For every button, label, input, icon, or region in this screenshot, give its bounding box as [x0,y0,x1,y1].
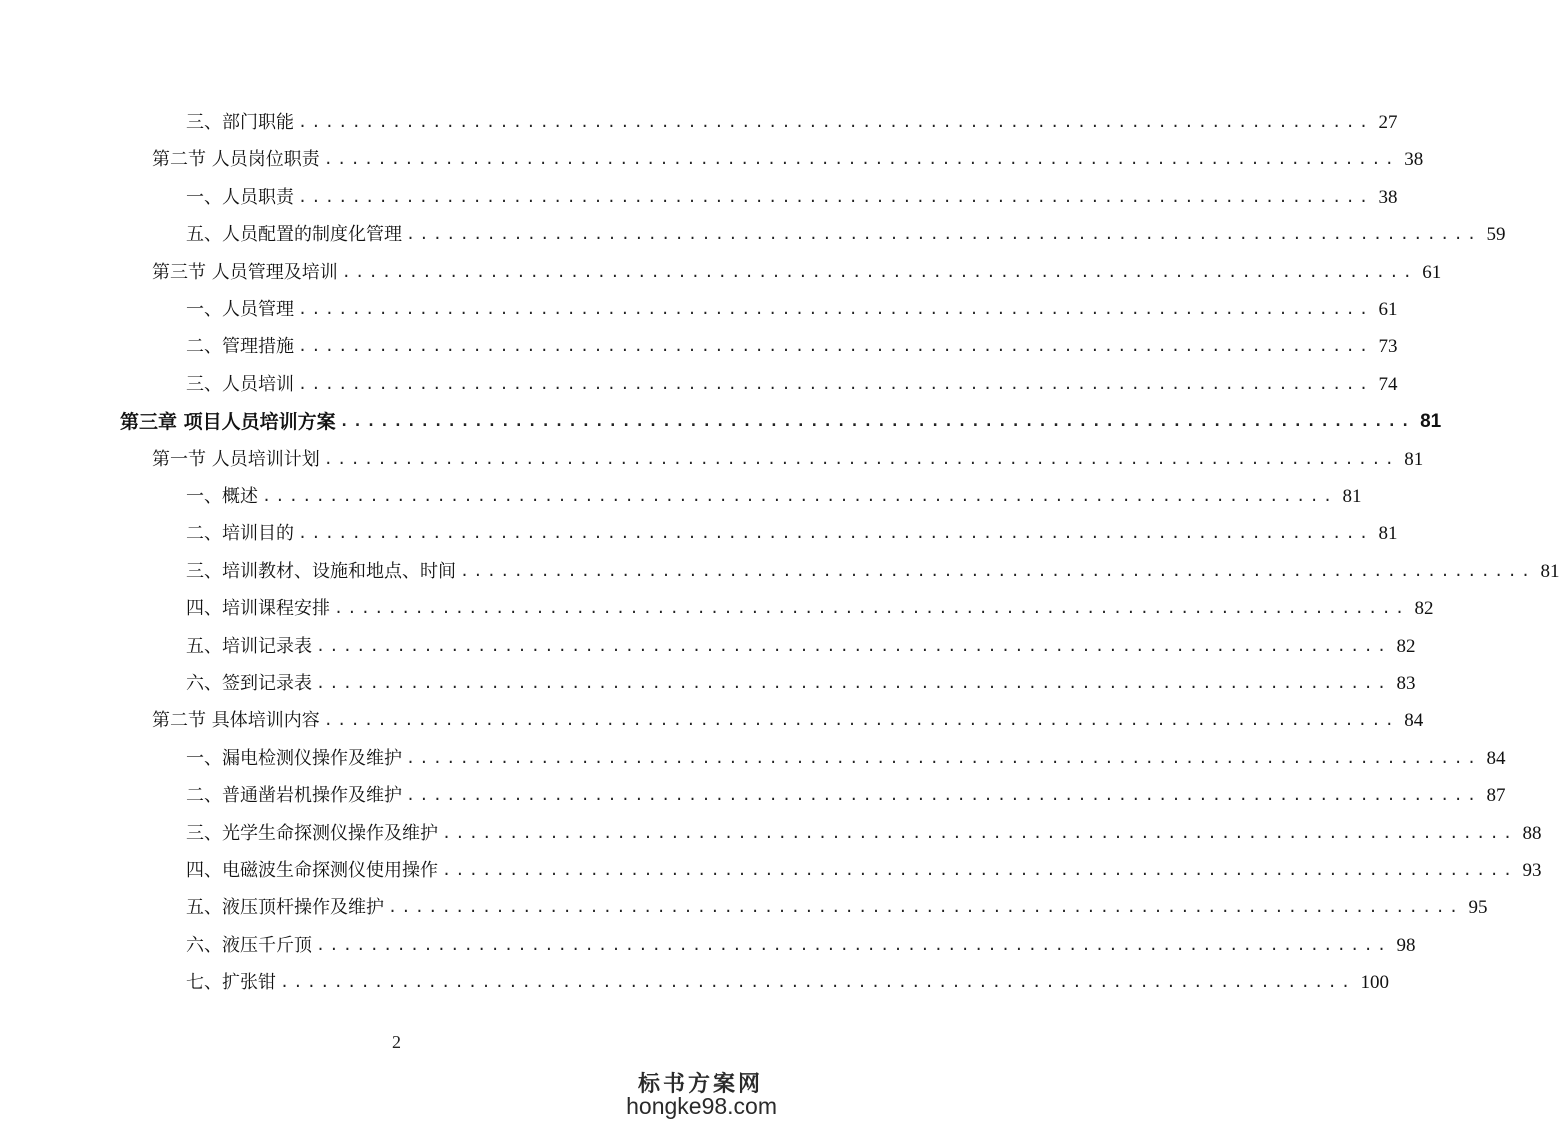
toc-entry-title: 四、培训课程安排 [186,598,330,620]
toc-entry-page: 84 [1404,710,1424,732]
toc-entry-page: 38 [1404,149,1424,171]
toc-entry-page: 82 [1396,635,1416,657]
toc-leader-dots: ................................................................................ [316,674,1391,692]
toc-entry[interactable] [186,740,1506,770]
toc-leader-dots: ................................................................................ [339,412,1415,431]
toc-entry-page: 74 [1378,373,1398,395]
toc-entry-title: 三、培训教材、设施和地点、时间 [186,560,456,582]
toc-entry-title: 七、扩张钳 [186,972,276,994]
toc-leader-dots: ................................................................................ [298,374,1373,393]
toc-entry-page: 82 [1414,598,1434,620]
toc-entry-title: 二、培训目的 [186,523,294,545]
toc-entry-title: 三、部门职能 [186,112,294,133]
toc-entry-page: 73 [1378,336,1398,358]
toc-entry-page: 100 [1360,972,1389,994]
toc-entry-page: 81 [1404,448,1424,470]
toc-leader-dots: ................................................................................ [316,935,1391,954]
toc-entry-page: 95 [1468,897,1488,919]
toc-leader-dots: ................................................................................ [298,113,1373,131]
toc-entry[interactable] [186,590,1434,620]
toc-leader-dots: ................................................................................ [280,973,1355,992]
toc-entry-page: 81 [1342,486,1362,507]
toc-leader-dots: ................................................................................ [442,823,1517,842]
toc-entry-title: 第二节 具体培训内容 [152,710,320,732]
toc-entry-page: 83 [1396,673,1416,694]
toc-entry[interactable] [186,179,1398,209]
toc-entry-page: 84 [1486,747,1506,769]
toc-leader-dots: ................................................................................ [442,861,1517,879]
toc-leader-dots: ................................................................................ [406,748,1481,767]
watermark-site-name: 标书方案网 [637,1071,763,1097]
toc-entry-page: 81 [1540,560,1559,582]
toc-leader-dots: ................................................................................ [298,187,1373,206]
toc-leader-dots: ................................................................................ [406,786,1481,805]
toc-entry[interactable] [120,403,1442,434]
toc-entry-title: 五、培训记录表 [186,635,312,657]
toc-entry[interactable] [186,628,1416,658]
toc-entry-title: 三、人员培训 [186,373,294,395]
toc-entry-page: 87 [1486,785,1506,807]
toc-entry-page: 81 [1378,523,1398,545]
toc-entry[interactable] [186,815,1542,845]
toc-entry[interactable] [186,104,1398,134]
toc-entry-title: 六、液压千斤顶 [186,934,312,956]
toc-entry-title: 一、漏电检测仪操作及维护 [186,747,402,769]
toc-entry[interactable] [186,777,1506,807]
toc-entry[interactable] [186,964,1389,994]
toc-leader-dots: ................................................................................ [316,636,1391,655]
toc-entry-title: 第一节 人员培训计划 [152,448,320,470]
toc-entry[interactable] [186,328,1398,358]
toc-entry-page: 38 [1378,186,1398,208]
toc-entry-title: 五、液压顶杆操作及维护 [186,897,384,919]
toc-leader-dots: ................................................................................ [334,599,1409,618]
toc-entry[interactable] [186,889,1488,919]
toc-entry-title: 一、人员职责 [186,186,294,208]
toc-entry-title: 六、签到记录表 [186,673,312,694]
toc-entry[interactable] [186,665,1416,695]
toc-entry-title: 四、电磁波生命探测仪使用操作 [186,860,438,881]
toc-leader-dots: ................................................................................ [298,337,1373,356]
toc-leader-dots: ................................................................................ [341,262,1417,281]
toc-entry-title: 二、普通凿岩机操作及维护 [186,785,402,807]
toc-entry-title: 第二节 人员岗位职责 [152,149,320,171]
toc-entry[interactable] [186,478,1362,508]
toc-entry[interactable] [152,141,1424,171]
toc-leader-dots: ................................................................................ [388,898,1463,917]
toc-entry[interactable] [186,366,1398,396]
toc-entry-page: 93 [1522,860,1542,881]
toc-entry-title: 三、光学生命探测仪操作及维护 [186,822,438,844]
toc-leader-dots: ................................................................................ [323,150,1399,169]
toc-leader-dots: ................................................................................ [323,449,1399,468]
toc-entry-title: 五、人员配置的制度化管理 [186,224,402,246]
toc-entry[interactable] [186,852,1542,882]
toc-entry-page: 61 [1378,299,1398,320]
toc-entry-page: 27 [1378,112,1398,133]
toc-entry-title: 二、管理措施 [186,336,294,358]
toc-entry[interactable] [186,216,1506,246]
toc-leader-dots: ................................................................................ [460,561,1535,580]
toc-leader-dots: ................................................................................ [406,225,1481,244]
toc-entry-title: 一、概述 [186,486,258,507]
toc-leader-dots: ................................................................................ [298,524,1373,543]
toc-entry[interactable] [186,927,1416,957]
toc-entry-page: 88 [1522,822,1542,844]
toc-entry-page: 81 [1420,411,1442,433]
watermark-url: hongke98.com [626,1093,777,1119]
toc-entry-title: 第三章 项目人员培训方案 [120,411,336,434]
toc-entry-page: 98 [1396,934,1416,956]
toc-entry[interactable] [152,254,1442,284]
toc-entry[interactable] [152,441,1424,471]
toc-entry-title: 第三节 人员管理及培训 [152,261,338,283]
toc-entry-page: 59 [1486,224,1506,246]
toc-entry[interactable] [186,553,1559,583]
toc-leader-dots: ................................................................................ [298,300,1373,318]
toc-leader-dots: ................................................................................ [323,711,1399,730]
toc-entry[interactable] [186,515,1398,545]
toc-entry[interactable] [152,702,1424,732]
page-number: 2 [392,1032,401,1052]
toc-entry[interactable] [186,291,1398,321]
toc-entry-page: 61 [1422,261,1442,283]
toc-leader-dots: ................................................................................ [262,487,1337,505]
toc-entry-title: 一、人员管理 [186,299,294,320]
